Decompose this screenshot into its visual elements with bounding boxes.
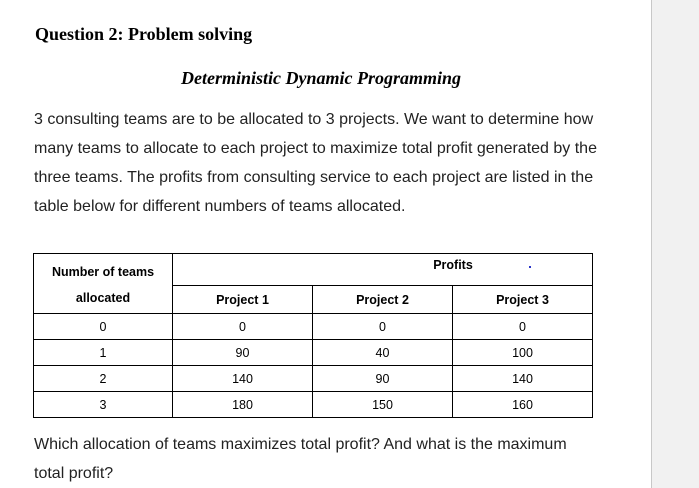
project-1-header: Project 1 [173, 286, 313, 314]
profit-cell: 0 [453, 314, 593, 340]
profits-table [33, 253, 593, 418]
intro-line: many teams to allocate to each project to maximize total profit generated by the [34, 140, 597, 157]
profit-cell: 0 [173, 314, 313, 340]
closing-line: total profit? [34, 465, 114, 482]
teams-cell: 3 [34, 392, 173, 418]
profit-cell: 100 [453, 340, 593, 366]
closing-line: Which allocation of teams maximizes total profit? And what is the maximum [34, 436, 567, 453]
profit-cell: 90 [173, 340, 313, 366]
profit-cell: 150 [313, 392, 453, 418]
teams-cell: 0 [34, 314, 173, 340]
profits-header-cell [173, 254, 473, 286]
closing-question [34, 430, 634, 488]
intro-line: three teams. The profits from consulting service to each project are listed in the [34, 169, 594, 186]
profit-cell: 0 [313, 314, 453, 340]
profit-cell: 40 [313, 340, 453, 366]
teams-cell: 2 [34, 366, 173, 392]
profits-header-spacer [453, 254, 593, 286]
intro-paragraph [34, 105, 634, 221]
vertical-scrollbar[interactable] [652, 0, 699, 488]
stray-dot [529, 266, 531, 268]
profit-cell: 180 [173, 392, 313, 418]
teams-cell: 1 [34, 340, 173, 366]
profit-cell: 140 [173, 366, 313, 392]
table-row [34, 366, 593, 392]
section-subtitle: Deterministic Dynamic Programming [181, 68, 462, 88]
table-header-row [34, 254, 593, 286]
question-heading: Question 2: Problem solving [35, 24, 253, 44]
profit-cell: 140 [453, 366, 593, 392]
project-3-header: Project 3 [453, 286, 593, 314]
intro-line: 3 consulting teams are to be allocated to 3 projects. We want to determine how [34, 111, 594, 128]
intro-line: table below for different numbers of teams allocated. [34, 198, 406, 215]
teams-header-cell [34, 254, 173, 314]
table-row [34, 314, 593, 340]
teams-header-line1: Number of teams [51, 265, 155, 279]
table-row [34, 340, 593, 366]
table-row [34, 392, 593, 418]
teams-header-line2: allocated [75, 291, 131, 305]
project-2-header: Project 2 [313, 286, 453, 314]
profits-header-label: Profits [433, 258, 473, 272]
profit-cell: 90 [313, 366, 453, 392]
profit-cell: 160 [453, 392, 593, 418]
